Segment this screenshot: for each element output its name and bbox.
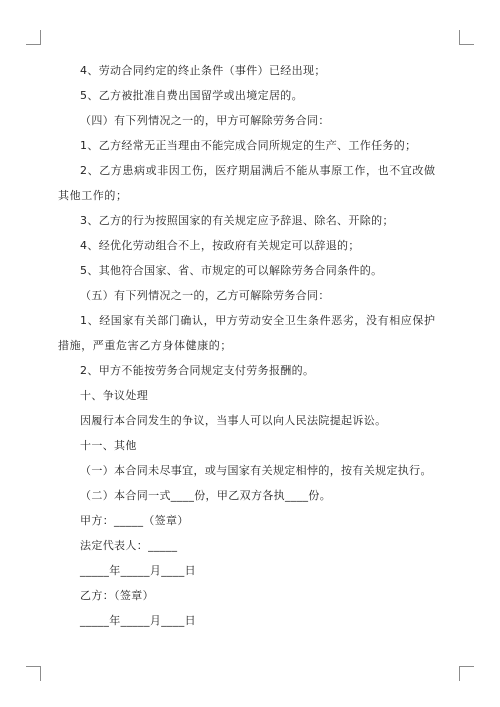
other-item-2: （二）本合同一式____份，甲乙双方各执____份。 <box>80 489 332 502</box>
clause-four-item-5: 5、其他符合国家、省、市规定的可以解除劳务合同条件的。 <box>80 264 383 277</box>
clause-four-item-2: 2、乙方患病或非因工伤，医疗期届满后不能从事原工作，也不宜改做其他工作的； <box>58 164 436 202</box>
section-ten-heading: 十、争议处理 <box>80 389 149 402</box>
party-b-signature: 乙方：（签章） <box>80 589 154 602</box>
party-a-signature: 甲方：_____（签章） <box>80 514 189 527</box>
crop-mark-bottom-right <box>459 666 474 681</box>
clause-five-item-1: 1、经国家有关部门确认，甲方劳动安全卫生条件恶劣，没有相应保护措施，严重危害乙方身体健康的； <box>58 314 436 352</box>
dispute-resolution-text: 因履行本合同发生的争议，当事人可以向人民法院提起诉讼。 <box>80 414 387 427</box>
party-b-date: _____年_____月____日 <box>80 614 196 627</box>
clause-termination-condition: 4、劳动合同约定的终止条件（事件）已经出现； <box>80 64 326 77</box>
party-a-date: _____年_____月____日 <box>80 564 196 577</box>
clause-four-item-3: 3、乙方的行为按照国家的有关规定应予辞退、除名、开除的； <box>80 214 394 227</box>
document-body <box>58 58 444 633</box>
section-four-heading: （四）有下列情况之一的，甲方可解除劳务合同： <box>80 114 330 127</box>
section-eleven-heading: 十一、其他 <box>80 439 137 452</box>
clause-study-abroad: 5、乙方被批准自费出国留学或出境定居的。 <box>80 89 303 102</box>
crop-mark-top-right <box>459 30 474 45</box>
crop-mark-bottom-left <box>26 666 41 681</box>
crop-mark-top-left <box>26 30 41 45</box>
clause-five-item-2: 2、甲方不能按劳务合同规定支付劳务报酬的。 <box>80 364 315 377</box>
other-item-1: （一）本合同未尽事宜，或与国家有关规定相悖的，按有关规定执行。 <box>80 464 432 477</box>
clause-four-item-1: 1、乙方经常无正当理由不能完成合同所规定的生产、工作任务的； <box>80 139 417 152</box>
legal-representative: 法定代表人：_____ <box>80 539 178 552</box>
clause-four-item-4: 4、经优化劳动组合不上，按政府有关规定可以辞退的； <box>80 239 360 252</box>
section-five-heading: （五）有下列情况之一的，乙方可解除劳务合同： <box>80 289 330 302</box>
